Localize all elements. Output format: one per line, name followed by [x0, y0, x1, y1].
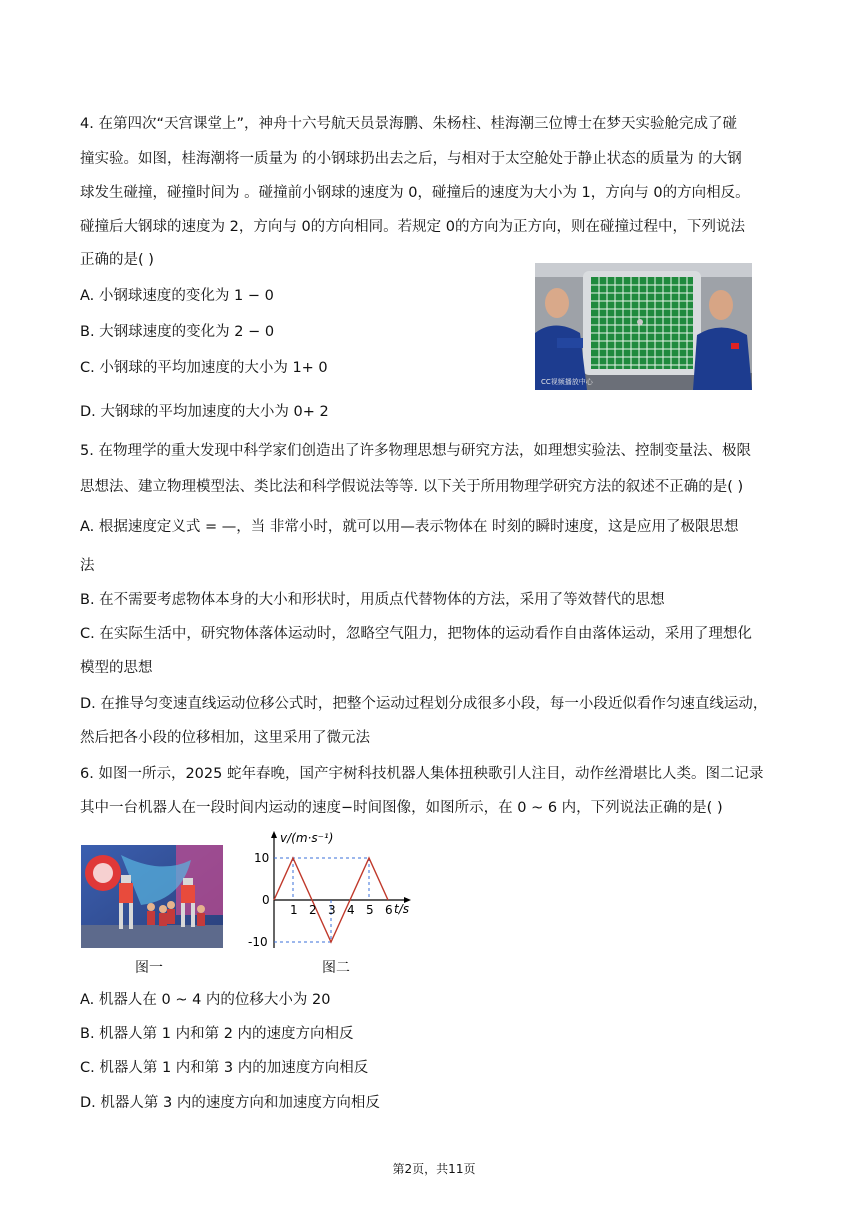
page-footer: 第2页，共11页: [392, 1162, 476, 1176]
astronaut-photo: [535, 263, 752, 390]
origin-label: 0: [262, 893, 270, 907]
q4-option-d: D. 大钢球的平均加速度的大小为 0+ 2: [80, 404, 329, 420]
q5-option-a-line-1: A. 根据速度定义式 = —，当 非常小时，就可以用—表示物体在 时刻的瞬时速度，这是应用了极限思想: [80, 519, 739, 535]
q4-stem-line-2: 撞实验。如图，桂海潮将一质量为 的小钢球扔出去之后，与相对于太空舱处于静止状态的质量为 的大钢: [80, 151, 742, 167]
q5-option-d-line-2: 然后把各小段的位移相加，这里采用了微元法: [80, 730, 370, 746]
x-tick-label: 1: [290, 903, 298, 917]
q5-option-b: B. 在不需要考虑物体本身的大小和形状时，用质点代替物体的方法，采用了等效替代的思想: [80, 592, 665, 608]
q5-option-c-line-1: C. 在实际生活中，研究物体落体运动时，忽略空气阻力，把物体的运动看作自由落体运动，采用了理想化: [80, 626, 752, 642]
y-axis-label: v/(m·s⁻¹): [280, 831, 334, 845]
q4-option-a: A. 小钢球速度的变化为 1 − 0: [80, 288, 274, 304]
q5-option-d-line-1: D. 在推导匀变速直线运动位移公式时，把整个运动过程划分成很多小段，每一小段近似看作匀速直线运动，: [80, 696, 768, 712]
q5-option-a-line-2: 法: [80, 558, 95, 574]
q5-stem-line-2: 思想法、建立物理模型法、类比法和科学假说法等等. 以下关于所用物理学研究方法的叙述不正确的是( ): [80, 479, 744, 495]
fig2-caption: 图二: [322, 960, 350, 976]
q6-option-d: D. 机器人第 3 内的速度方向和加速度方向相反: [80, 1095, 380, 1111]
x-tick-label: 2: [309, 903, 317, 917]
q4-stem-line-1: 4. 在第四次“天宫课堂上”，神舟十六号航天员景海鹏、朱杨柱、桂海潮三位博士在梦天实验舱完成了碰: [80, 116, 737, 132]
q5-option-c-line-2: 模型的思想: [80, 660, 153, 676]
q6-option-a: A. 机器人在 0 ~ 4 内的位移大小为 20: [80, 992, 331, 1008]
q4-option-b: B. 大钢球速度的变化为 2 − 0: [80, 324, 275, 340]
q6-stem-line-2: 其中一台机器人在一段时间内运动的速度−时间图像，如图所示，在 0 ~ 6 内，下列说法正确的是( ): [80, 800, 723, 816]
q4-option-c: C. 小钢球的平均加速度的大小为 1+ 0: [80, 360, 328, 376]
q6-option-b: B. 机器人第 1 内和第 2 内的速度方向相反: [80, 1026, 354, 1042]
x-tick-label: 3: [328, 903, 336, 917]
q4-stem-line-5: 正确的是( ): [80, 252, 154, 268]
x-tick-label: 4: [347, 903, 355, 917]
fig1-caption: 图一: [135, 960, 163, 976]
x-tick-label: 6: [385, 903, 393, 917]
robot-dance-photo: [81, 845, 223, 948]
q6-option-c: C. 机器人第 1 内和第 3 内的加速度方向相反: [80, 1060, 369, 1076]
q5-stem-line-1: 5. 在物理学的重大发现中科学家们创造出了许多物理思想与研究方法，如理想实验法、控制变量法、极限: [80, 443, 751, 459]
axes: [274, 834, 408, 948]
q4-stem-line-3: 球发生碰撞，碰撞时间为 。碰撞前小钢球的速度为 0，碰撞后的速度为大小为 1，方向与 0的方向相反。: [80, 185, 750, 201]
velocity-time-chart: [240, 826, 420, 956]
y-tick-label: 10: [254, 851, 270, 865]
y-axis-arrow-icon: [271, 831, 277, 838]
q6-stem-line-1: 6. 如图一所示，2025 蛇年春晚，国产宇树科技机器人集体扭秧歌引人注目，动作丝滑堪比人类。图二记录: [80, 766, 764, 782]
x-axis-label: t/s: [394, 902, 409, 916]
q4-stem-line-4: 碰撞后大钢球的速度为 2，方向与 0的方向相同。若规定 0的方向为正方向，则在碰撞过程中，下列说法: [80, 219, 745, 235]
y-tick-label: -10: [248, 935, 268, 949]
photo-watermark: CC视频播放中心: [541, 378, 593, 386]
x-tick-label: 5: [366, 903, 374, 917]
